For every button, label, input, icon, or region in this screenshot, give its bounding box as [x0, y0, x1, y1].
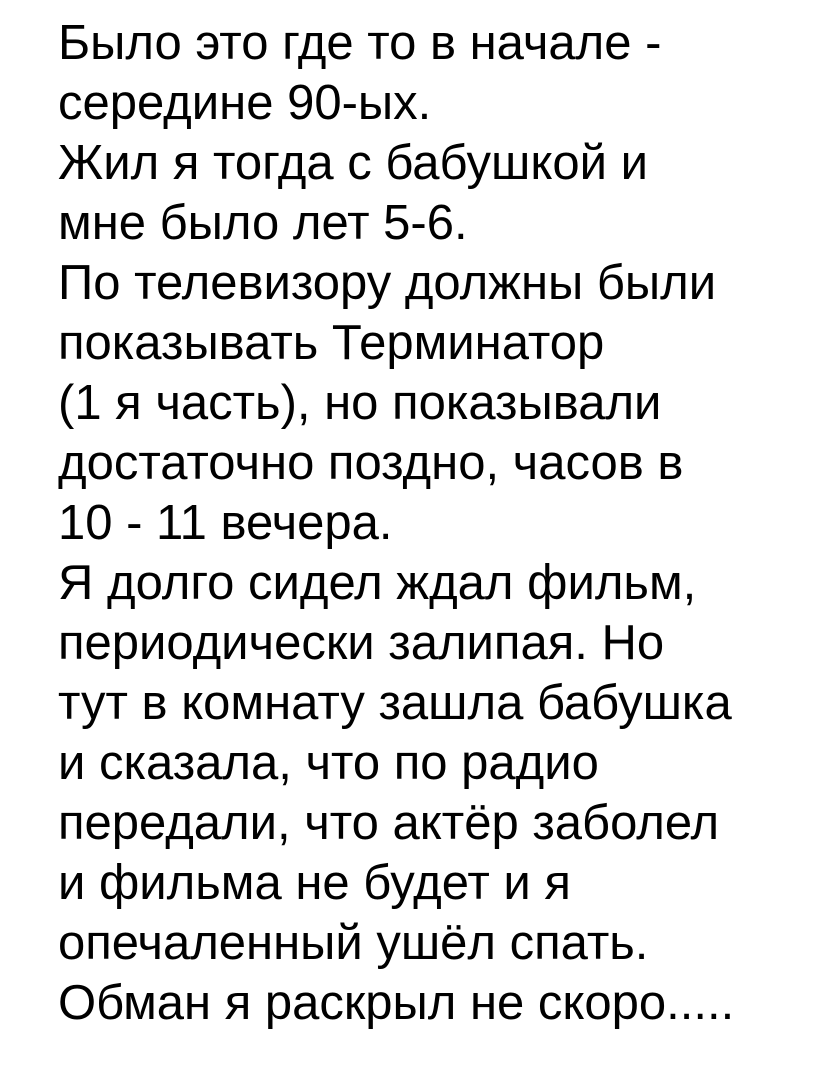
text-line: периодически залипая. Но — [58, 616, 665, 670]
text-line: тут в комнату зашла бабушка — [58, 676, 732, 730]
text-line: Я долго сидел ждал фильм, — [58, 556, 697, 610]
text-line: опечаленный ушёл спать. — [58, 916, 649, 970]
text-line: 10 - 11 вечера. — [58, 496, 393, 550]
text-line: и фильма не будет и я — [58, 856, 571, 910]
text-line: мне было лет 5-6. — [58, 196, 468, 250]
text-line: и сказала, что по радио — [58, 736, 599, 790]
text-line: Жил я тогда с бабушкой и — [58, 136, 648, 190]
text-line: середине 90-ых. — [58, 76, 432, 130]
text-line: По телевизору должны были — [58, 256, 717, 310]
text-line: достаточно поздно, часов в — [58, 436, 684, 490]
text-line: показывать Терминатор — [58, 316, 605, 370]
text-line: передали, что актёр заболел — [58, 796, 720, 850]
text-line: Было это где то в начале - — [58, 16, 662, 70]
text-line: Обман я раскрыл не скоро..... — [58, 976, 735, 1030]
text-line: (1 я часть), но показывали — [58, 376, 662, 430]
